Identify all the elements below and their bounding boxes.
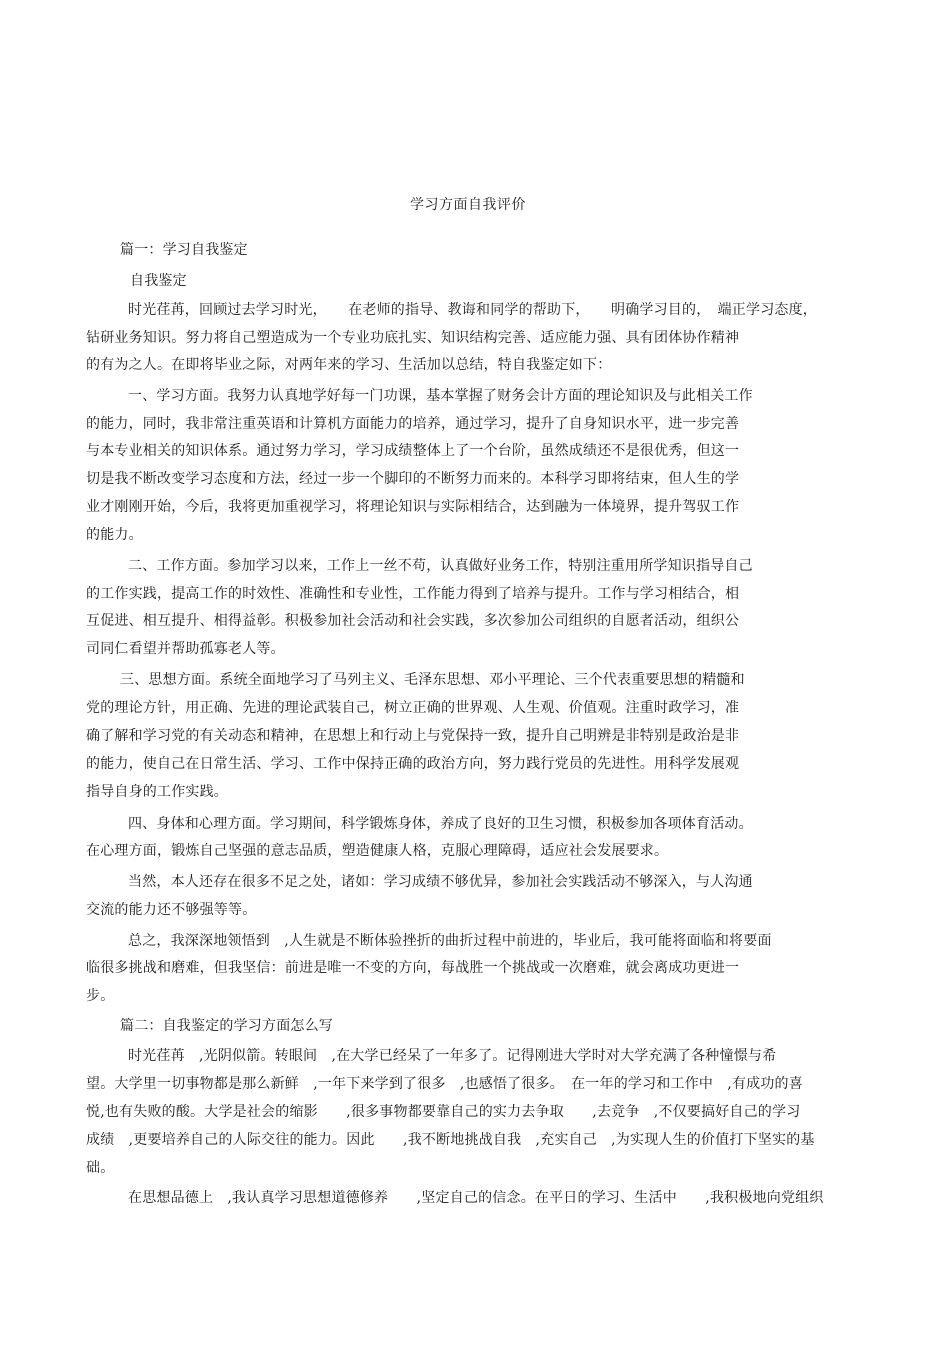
study-line: 的能力，同时，我非常注重英语和计算机方面能力的培养，通过学习，提升了自身知识水平，进一步完善 <box>86 416 740 432</box>
shortcomings-line: 当然，本人还存在很多不足之处，诸如：学习成绩不够优异，参加社会实践活动不够深入，与人沟通 <box>128 874 753 890</box>
conclusion-line: 步。 <box>86 988 115 1004</box>
study-line: 一、学习方面。我努力认真地学好每一门功课，基本掌握了财务会计方面的理论知识及与此相关工作 <box>128 388 753 404</box>
part2-line: 悦,也有失败的酸。大学是社会的缩影 ,很多事物都要靠自己的实力去争取 ,去竞争 ,不仅要搞好自己的学习 <box>86 1104 801 1120</box>
shortcomings-line: 交流的能力还不够强等等。 <box>86 902 257 918</box>
conclusion-line: 总之，我深深地领悟到 ,人生就是不断体验挫折的曲折过程中前进的，毕业后，我可能将面临和将要面 <box>128 933 772 949</box>
conclusion-line: 临很多挑战和磨难，但我坚信：前进是唯一不变的方向，每战胜一个挑战或一次磨难，就会离成功更进一 <box>86 960 740 976</box>
health-line: 在心理方面，锻炼自己坚强的意志品质，塑造健康人格，克服心理障碍，适应社会发展要求。 <box>86 843 669 859</box>
thought-line: 的能力，使自己在日常生活、学习、工作中保持正确的政治方向，努力践行党员的先进性。用科学发展观 <box>86 756 740 772</box>
part1-subheading: 自我鉴定 <box>130 273 187 289</box>
thought-line: 三、思想方面。系统全面地学习了马列主义、毛泽东思想、邓小平理论、三个代表重要思想的精髓和 <box>120 672 745 688</box>
study-line: 切是我不断改变学习态度和方法，经过一步一个脚印的不断努力而来的。本科学习即将结束，但人生的学 <box>86 471 740 487</box>
part2-line: 时光荏苒 ,光阴似箭。转眼间 ,在大学已经呆了一年多了。记得刚进大学时对大学充满了各种憧憬与希 <box>128 1048 777 1064</box>
work-line: 二、工作方面。参加学习以来，工作上一丝不苟，认真做好业务工作，特别注重用所学知识指导自己 <box>128 558 753 574</box>
study-line: 的能力。 <box>86 527 143 543</box>
intro-line: 钻研业务知识。努力将自己塑造成为一个专业功底扎实、知识结构完善、适应能力强、具有团体协作精神 <box>86 330 740 346</box>
work-line: 的工作实践，提高工作的时效性、准确性和专业性，工作能力得到了培养与提升。工作与学习相结合，相 <box>86 586 740 602</box>
study-line: 业才刚刚开始，今后，我将更加重视学习，将理论知识与实际相结合，达到融为一体境界，提升驾驭工作 <box>86 499 740 515</box>
intro-line: 时光荏苒，回顾过去学习时光， 在老师的指导、教诲和同学的帮助下， 明确学习目的， 端正学习态度， <box>128 302 817 318</box>
part1-heading: 篇一：学习自我鉴定 <box>120 242 248 258</box>
part2-heading: 篇二：自我鉴定的学习方面怎么写 <box>120 1018 333 1034</box>
part2-line: 成绩 ,更要培养自己的人际交往的能力。因此 ,我不断地挑战自我 ,充实自己 ,为实现人生的价值打下坚实的基 <box>86 1132 815 1148</box>
document-title: 学习方面自我评价 <box>410 197 526 213</box>
intro-line: 的有为之人。在即将毕业之际，对两年来的学习、生活加以总结，特自我鉴定如下： <box>86 357 612 373</box>
study-line: 与本专业相关的知识体系。通过努力学习，学习成绩整体上了一个台阶，虽然成绩还不是很优秀，但这一 <box>86 443 740 459</box>
part2-moral-line: 在思想品德上 ,我认真学习思想道德修养 ,坚定自己的信念。在平日的学习、生活中 ,我积极地向党组织 <box>128 1190 824 1206</box>
thought-line: 党的理论方针，用正确、先进的理论武装自己，树立正确的世界观、人生观、价值观。注重时政学习，准 <box>86 700 740 716</box>
health-line: 四、身体和心理方面。学习期间，科学锻炼身体，养成了良好的卫生习惯，积极参加各项体育活动。 <box>128 816 753 832</box>
part2-line: 础。 <box>86 1160 115 1176</box>
part2-line: 望。大学里一切事物都是那么新鲜 ,一年下来学到了很多 ,也感悟了很多。 在一年的学习和工作中 ,有成功的喜 <box>86 1076 803 1092</box>
thought-line: 确了解和学习党的有关动态和精神，在思想上和行动上与党保持一致，提升自己明辨是非特别是政治是非 <box>86 728 740 744</box>
thought-line: 指导自身的工作实践。 <box>86 784 228 800</box>
work-line: 司同仁看望并帮助孤寡老人等。 <box>86 641 285 657</box>
work-line: 互促进、相互提升、相得益彰。积极参加社会活动和社会实践，多次参加公司组织的自愿者活动，组织公 <box>86 613 740 629</box>
